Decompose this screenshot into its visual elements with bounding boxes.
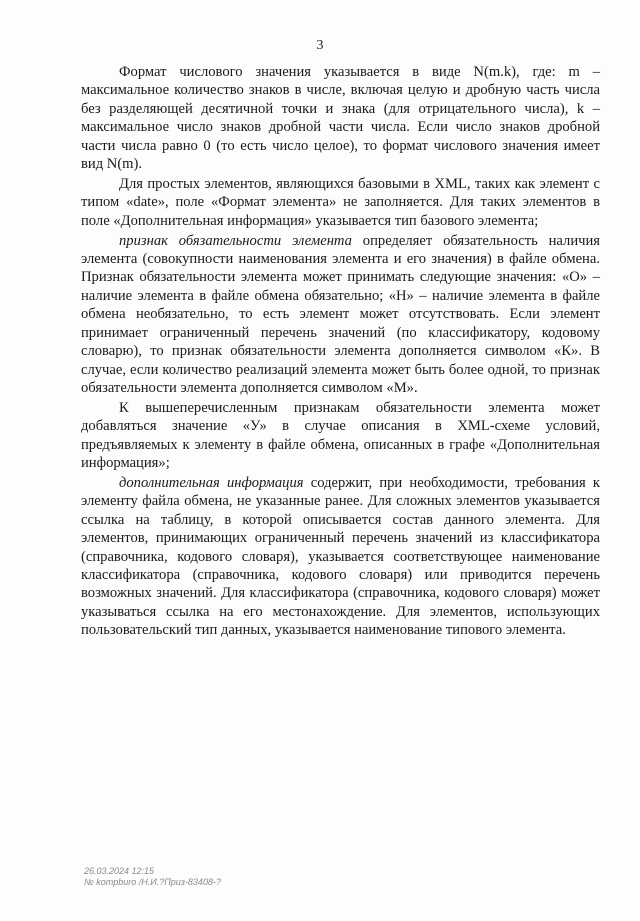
paragraph-text: К вышеперечисленным признакам обязательности элемента может добавляться значение «У» в случае описания в XML-схеме условий, предъявляемых к элементу в файле обмена, описанных в графе «Дополнительная информация»;: [81, 399, 600, 472]
paragraph-text: содержит, при необходимости, требования к элементу файла обмена, не указанные ранее. Для сложных элементов указывается ссылка на таблицу, в которой описывается состав данного элемента. Для элементов, принимающих ограниченный перечень значений из классификатора (справочника, кодового словаря), указывается соответствующее наименование классификатора (справочника, кодового словаря) или приводится перечень возможных значений. Для классификатора (справочника, кодового словаря) может указываться ссылка на его местонахождение. Для элементов, использующих пользовательский тип данных, указывается наименование типового элемента.: [81, 474, 600, 639]
paragraph-text: Формат числового значения указывается в виде N(m.k), где: m – максимальное количество знаков в числе, включая целую и дробную часть числа без разделяющей десятичной точки и знака (для отрицательного числа), k – максимальное число знаков дробной части числа. Если число знаков дробной части числа равно 0 (то есть число целое), то формат числового значения имеет вид N(m).: [81, 64, 600, 173]
footer-reference: № kompburo /Н.И.?Приз-83408-?: [84, 877, 221, 887]
paragraph-mandatory-flag: [81, 232, 600, 398]
footer-timestamp: 26.03.2024 12:15: [84, 866, 155, 876]
paragraph-text: определяет обязательность наличия элемента (совокупности наименования элемента и его значения) в файле обмена. Признак обязательности элемента может принимать следующие значения: «О» – наличие элемента в файле обмена обязательно; «Н» – наличие элемента в файле обмена необязательно, то есть элемент может отсутствовать. Если элемент принимает ограниченный перечень значений (по классификатору, кодовому словарю), то признак обязательности элемента дополняется символом «К». В случае, если количество реализаций элемента может быть более одной, то признак обязательности элемента дополняется символом «М».: [81, 232, 600, 396]
paragraph-text: Для простых элементов, являющихся базовыми в XML, таких как элемент с типом «date», поле «Формат элемента» не заполняется. Для таких элементов в поле «Дополнительная информация» указывается тип базового элемента;: [81, 175, 600, 229]
paragraph-conditional-value: [81, 399, 600, 473]
page-number: 3: [316, 38, 324, 53]
paragraph-xml-base-types: [81, 175, 600, 230]
document-stamp-footer: [84, 866, 221, 888]
term-mandatory-flag: признак обязательности элемента: [119, 232, 352, 249]
document-body: [81, 63, 600, 640]
paragraph-number-format: [81, 63, 600, 173]
term-additional-info: дополнительная информация: [119, 474, 304, 491]
paragraph-additional-info: [81, 474, 600, 640]
